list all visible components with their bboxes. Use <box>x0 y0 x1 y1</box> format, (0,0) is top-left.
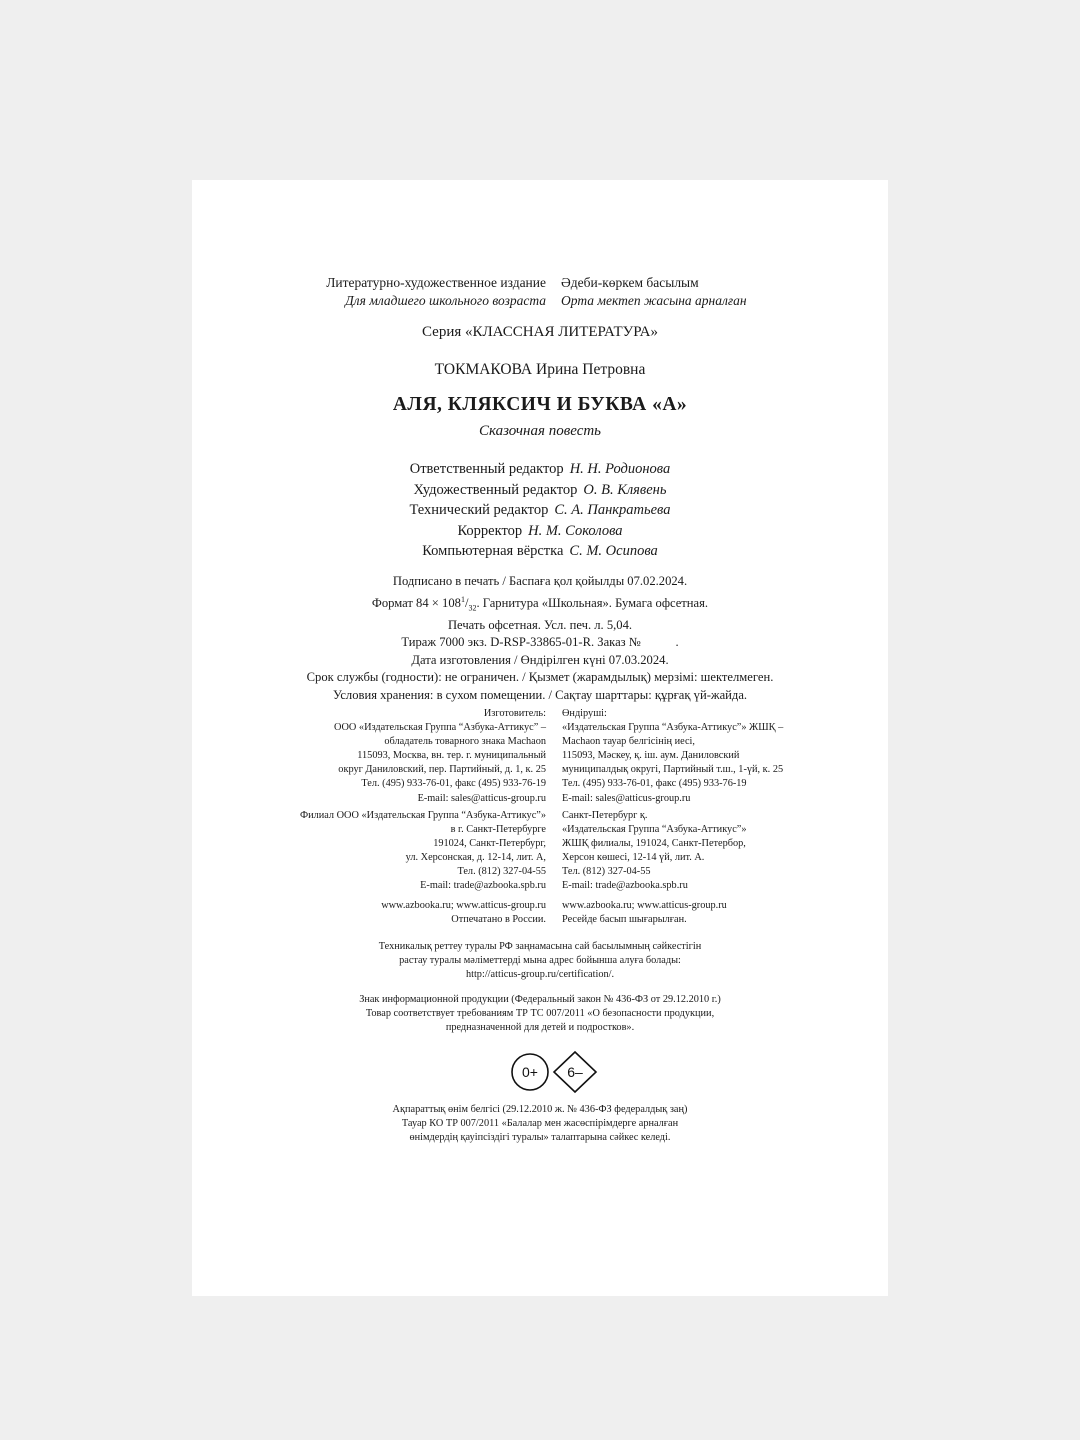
certification-block: Техникалық реттеу туралы РФ заңнамасына сай басылымның сәйкестігін растау туралы мәліметтерді мына адрес бойынша алуға болады: http://atticus-group.ru/certification/. <box>378 941 702 981</box>
credit-role: Технический редактор <box>409 502 549 518</box>
credit-role: Корректор <box>457 522 523 539</box>
edition-type-kz: Әдеби-көркем басылым <box>561 275 699 290</box>
credit-role: Компьютерная вёрстка <box>422 543 564 559</box>
web-kz: www.azbooka.ru; www.atticus-group.ru Ресейде басып шығарылған. <box>562 900 727 926</box>
series-line: Серия «КЛАССНАЯ ЛИТЕРАТУРА» <box>421 324 659 340</box>
credit-role: Художественный редактор <box>413 481 578 498</box>
manufacturer-ru: Изготовитель: ООО «Издательская Группа “Азбука-Аттикус” – обладатель товарного знака Machaon 115093, Москва, вн. тер. г. муниципальный округ Даниловский, пер. Партийный, д. 1, к. 25 Тел. (495) 933-76-01, факс (495) 933-76-19 E-mail: sales@atticus-group.ru <box>334 708 546 804</box>
print-line: Печать офсетная. Усл. печ. л. 5,04. <box>447 617 633 632</box>
credit-line <box>192 500 888 521</box>
credit-line <box>192 521 888 542</box>
credit-line <box>192 459 888 480</box>
tirazh-line: Тираж 7000 экз. D-RSP-33865-01-R. Заказ № . <box>401 635 679 650</box>
age-badges <box>510 1050 600 1094</box>
book-subtitle: Сказочная повесть <box>478 423 602 439</box>
credits-block <box>192 459 888 562</box>
credit-line <box>192 541 888 562</box>
storage-line: Условия хранения: в сухом помещении. / Сақтау шарттары: құрғақ үй-жайда. <box>332 687 748 702</box>
credit-role: Ответственный редактор <box>409 461 564 477</box>
book-imprint-page <box>192 180 888 1296</box>
author-name: ТОКМАКОВА Ирина Петровна <box>434 361 646 378</box>
branch-ru: Филиал ООО «Издательская Группа “Азбука-Аттикус”» в г. Санкт-Петербурге 191024, Санкт-Петербург, ул. Херсонская, д. 12-14, лит. А, Тел. (812) 327-04-55 E-mail: trade@azbooka.spb.ru <box>299 810 546 892</box>
age-circle-label: 0+ <box>522 1064 538 1080</box>
web-ru: www.azbooka.ru; www.atticus-group.ru Отпечатано в России. <box>381 900 546 926</box>
credit-person: Н. Н. Родионова <box>569 461 671 477</box>
book-title: АЛЯ, КЛЯКСИЧ И БУКВА «А» <box>392 394 688 415</box>
credit-person: С. М. Осипова <box>569 543 658 559</box>
header-right <box>561 274 747 310</box>
branch-kz: Санкт-Петербург қ. «Издательская Группа “Азбука-Аттикус”» ЖШҚ филиалы, 191024, Санкт-Петербор, Херсон көшесі, 12-14 үй, лит. А. Тел. (812) 327-04-55 E-mail: trade@azbooka.spb.ru <box>562 810 747 892</box>
age-group-kz: Орта мектеп жасына арналған <box>561 293 747 308</box>
age-group-ru: Для младшего школьного возраста <box>345 293 546 308</box>
signed-line: Подписано в печать / Баспаға қол қойылды 07.02.2024. <box>392 574 688 588</box>
format-line: Формат $84 \times 108^1/_{32}$. Гарнитура «Школьная». Бумага офсетная. <box>371 594 709 613</box>
credit-line <box>192 480 888 501</box>
manufacturer-kz: Өндіруші: «Издательская Группа “Азбука-Аттикус”» ЖШҚ – Machaon тауар белгісінің иесі, 115093, Мәскеу, қ. іш. аум. Даниловский муниципалдық округі, Партийный т.ш., 1-үй, к. 25 Тел. (495) 933-76-01, факс (495) 933-76-19 E-mail: sales@atticus-group.ru <box>562 708 784 804</box>
date-line: Дата изготовления / Өндірілген күні 07.03.2024. <box>411 652 669 667</box>
credit-person: С. А. Панкратьева <box>554 502 671 518</box>
credit-person: О. В. Клявень <box>583 481 667 498</box>
age-diamond-label: 6– <box>567 1064 583 1080</box>
service-life-line: Срок службы (годности): не ограничен. / Қызмет (жарамдылық) мерзімі: шектелмеген. <box>306 670 774 685</box>
info-sign-block: Знак информационной продукции (Федеральный закон № 436-ФЗ от 29.12.2010 г.) Товар соответствует требованиям ТР ТС 007/2011 «О безопасности продукции, предназначенной для детей и подростков». <box>359 994 721 1034</box>
imprint-block <box>192 573 888 704</box>
header-left <box>252 274 546 310</box>
edition-type-ru: Литературно-художественное издание <box>326 275 546 290</box>
credit-person: Н. М. Соколова <box>528 522 623 539</box>
footer-kz-block: Ақпараттық өнім белгісі (29.12.2010 ж. № 436-ФЗ федералдық заң) Тауар КО ТР 007/2011 «Балалар мен жасөспірімдерге арналған өнімдердің қауіпсіздігі туралы» талаптарына сәйкес келеді. <box>392 1104 688 1144</box>
